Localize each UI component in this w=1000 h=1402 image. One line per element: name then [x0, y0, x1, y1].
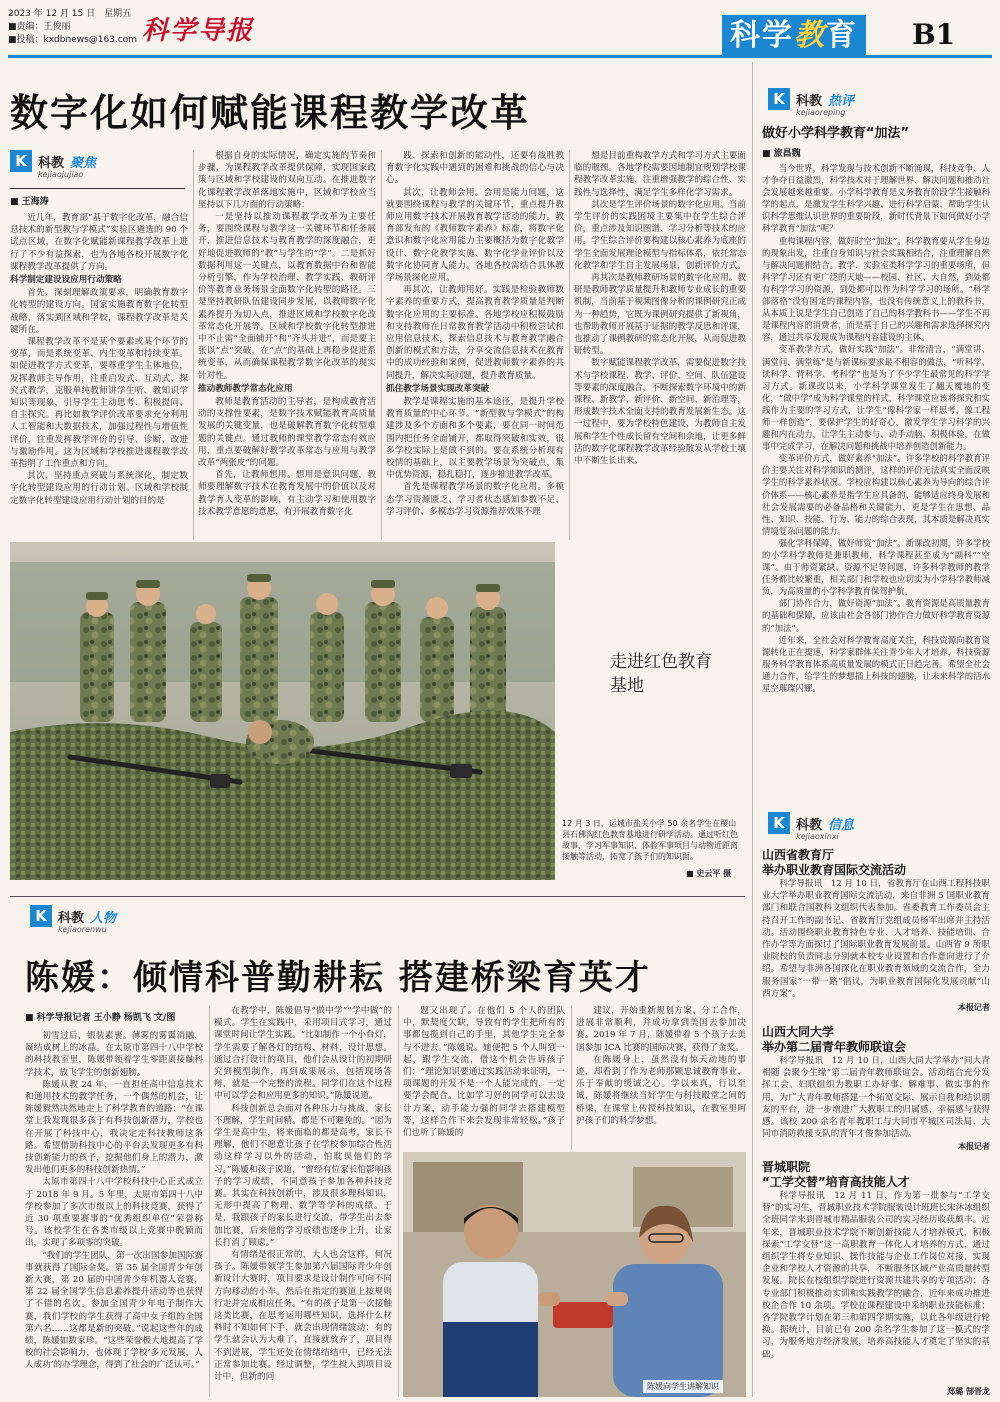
column-divider — [569, 150, 570, 540]
paragraph: 教师是教育活动的主导者，是构成教育活动的支撑性要素，是数字技术赋能教育高质量发展的关键变量，也是破解教育数字化转型难题的关键点。通过教师的课堂教学常态有效应用，重点要破解好教学改革常态与应用与教学改革“两张皮”的问题。 — [198, 397, 376, 469]
column-tag-reping — [768, 88, 968, 117]
paragraph: 太原市第四十八中学校科技中心正式成立于 2018 年 9 月。5 年里，太原市第四十八中学校参加了多次市级以上的科技竞赛，获得了近 30 项重要赛事的“优秀组织单位”荣誉称号。该校学生在各类市级以上竞赛中脱颖而出，实现了多项零的突破。 — [25, 1177, 203, 1249]
photo-caption: 12 月 3 日，运城市盐关小学 50 余名学生在稷山县石佛沟红色教育基地进行研学活动。通过听红色故事、学习军事知识、体验军事项目与动物近距离接触等活动，拓宽了孩子们的知识面。 — [562, 819, 738, 861]
submission-email: ■投稿：kxdbnews@163.com — [8, 35, 138, 45]
column-tag-xinxi — [768, 812, 968, 841]
subheading: 推动教师教学常态化应用 — [198, 383, 293, 394]
paragraph: 部门协作合力，做好资源“加法”。教育资源是高质量教育的基础和保障，应该由社会各部门协作合力做好科学教育资源的“加法”。 — [762, 598, 990, 633]
subheading: 科学制定建设设应用行动策略 — [10, 275, 122, 286]
header-rule — [8, 55, 992, 58]
section-suffix: 育 — [826, 18, 858, 53]
sidebar-body — [762, 162, 990, 830]
paragraph: 在教学中，陈媛倡导“做中学”“学中做”的模式。学生在实践中，采用项目式学习，通过课堂时间让学生实践。“比如制作一个小台灯，学生需要了解各灯的结构、材料，设计思想。通过合打设计的项目，他们会从设计的初期研究到模型制作，再到成果展示，包括现场答辩，就是一个完整的流程。同学们在这个过程中可以学会和应用更多的知识。”陈媛说道。 — [214, 1006, 392, 1102]
news-author: 本报记者 — [958, 1003, 990, 1012]
section-divider — [10, 896, 745, 897]
tag-main: 科教 — [58, 910, 85, 926]
k-logo-icon: K — [30, 905, 52, 927]
paragraph: 近年来，全社会对科学教育高度关注，科技资源向教育资源转化正在提速，科学家群体关注青少年人才培养，科技资源服务科学教育体系高质量发展的模式正日趋完善。希望全社会通力合作，给学生的梦想插上科技的翅膀，让未来科学的活水星空璀璨闪耀。 — [762, 634, 990, 694]
tag-accent: 信息 — [828, 817, 855, 833]
photo-label: 走进红色教育基地 — [610, 652, 712, 696]
paragraph: 根据自身的实际情况，确定实施的节奏和步骤，为课程教学改革提供保障，实现国家政策与区域和学校建设的双向互动。在推进数字化课程教学改革落地实施中，区域和学校应当坚持以下几方面的行动策略： — [198, 151, 376, 210]
column-divider — [209, 1005, 210, 1397]
paragraph: 科技创新总会面对各种压力与挑战，家长不理解，学生时间精。都是不可避免的。“因为学生是高中生，将来面临的都是高考，家长不理解，他们不愿意让孩子在学校参加综合性活动这样学习以外的活动，怕耽误他们的学习。”陈媛和孩子说道，“曾经有位家长怕影响孩子的学习成绩，不同意孩子参加各种科技竞赛。其实在科技创新中，涉及很多理科知识，无形中提高了物理、数学等学科的成绩。于是，我跟孩子的家长进行交流，带学生出去参加比赛，后来他的学习成绩也逐步上升，让家长打消了顾虑。” — [214, 1103, 392, 1248]
section-banner — [722, 15, 866, 57]
tag-main: 科教 — [796, 817, 823, 833]
photo-illustration — [10, 542, 555, 880]
paragraph: 题又出现了。在他们 5 个人的团队中，默契度欠缺，导致有的学生把所有的事都包揽到自己的手里，其他学生完全参与不进去。”陈媛说。她便把 5 个人叫到一起，跟学生交流，借这个机会告诉孩子们：“理论知识要通过实践活动来证明，一项课题的开发不是一个人能完成的，一定要学会配合。比如学习好的同学可以去设计方案，动手能力强的同学去搭建模型等，这样合作下来会发现非常轻松。”孩子们也听了陈媛的 — [403, 1006, 565, 1139]
article2-headline: 陈媛：倾情科普勤耕耘 搭建桥梁育英才 — [25, 958, 651, 998]
article-column-3 — [386, 150, 564, 540]
paragraph: 数字赋能课程教学改革，需要促进数字技术与学校课程、教学、评价、空间、队伍建设等要素的深度融合，不断探索数字环境中的新课程、新教学、新评价、新空间、新治理等，形成数字技术全面支持的教育发展新生态。这一过程中，要为学校特色建设、为教师自主发展和学生个性成长留有空间和余地，让更多鲜活的数字化课程教学改革经验散发从学校土壤中不断生长出来。 — [574, 358, 746, 467]
paragraph: 再其次是教师教研场景的数字化应用。教研是教师教学质量提升和教师专业成长的重要机制，当前基于视频图像分析的课例研究正成为一种趋势，它既为课例研究提供了新视角，也帮助教师开展基于证据的教学反思和评课，也推动了课例教研的常态化开展，从而促进教研转型。 — [574, 273, 746, 357]
sidebar-author: ■ 旅昌魏 — [762, 149, 801, 159]
photo-credit: ■ 史云平 摄 — [686, 869, 732, 878]
news-body: 科学导报讯 12 月 10 日，省教育厅在山西工程科技职业大学举办职业教育国际交流活动，来自非洲 5 国职业教育部门和联合国教科文组织代表参加。省委教育工作委员会主持召开工作的副书记、省教育厅党组成员杨军出席并主持活动。活动围绕职业教育特色专业、人才培养、技能培训、合作办学等方面探讨了国际职业教育发展前景。山西省 9 所职业院校的负责同志分别就本校专业设置和合作意向进行了介绍。希望与非洲各国深化在职业教育领域的交流合作，全力服务国家“一带一路”倡议，为职业教育国际化发展贡献“山西方案”。 — [762, 879, 990, 999]
tag-pinyin: kejiaojujiao — [38, 170, 84, 179]
tag-accent: 人物 — [90, 910, 117, 926]
news-author: 本报记者 — [958, 1142, 990, 1151]
news-title: 举办第二届青年教师联谊会 — [762, 1040, 907, 1054]
news-body: 科学导报讯 12 月 10 日，山西大同大学举办“同大青相随 会聚今生缘”第二届青年教师联谊会。活动结合充分发挥工会、妇联组织为教职工办好事、解难事、做实事的作用，为广大青年教师搭建一个拓宽交际、展示自我和结识朋友的平台，进一步增进广大教职工的归属感、幸福感与获得感。该校 200 余名青年教职工与大同市平城区司法局、大同市消防救援支队的青年才俊参加活动。 — [762, 1056, 990, 1140]
section-highlight: 教 — [794, 18, 826, 53]
paragraph: 在陈媛身上，虽然没有惊天动地的事迹，却看到了作为老师那颗忠诚教育事业、乐于奉献的缓诚之心。学以来真，行以至诚，陈媛将继续当好学生与科技殿堂之间的桥梁，在课堂上传授科技知识，在教室里呵护孩子们的科学梦想。 — [576, 1054, 746, 1126]
subheading: 抓住教学场景实现改革突破 — [386, 383, 490, 394]
article2-column-2 — [214, 1005, 392, 1397]
article2-column-3 — [403, 1005, 565, 1150]
paragraph: 一是坚持以推动课程教学改革为主要任务，要围绕课程与教学这一关键环节和任务展开，推进信息技术与教育教学的深度融合，更好地促进教师的“教”与学生的“学”。二是抓好数据利用这一关键点，以教育数据中台和智能分析引擎，作为学校治理、教学实践、教研评价等教育业务场景全面数字化转型的路径。三是坚持教研队伍建设同步发展，以教师数字化素养提升为切入点，推进区域和学校数字化改革常态化开展等。区域和学校数字化转型推进中不止需“全面铺开”和“齐头并进”，而是要主张以“点”突破，在“点”的基础上再稳步促进系统变革，从而确保课程教学数字化改革的现实针对性。 — [198, 212, 376, 381]
article-column-2 — [198, 150, 376, 540]
news-kicker: 晋城职院 — [762, 1160, 811, 1174]
news-item-3 — [762, 1160, 990, 1397]
paragraph: 陈媛从教 24 年，一直担任高中信息技术和通用技术的教学任务，一个偶然的机会，让陈媛毅然决然地走上了科学教育的道路：“在课堂上我发现很多孩子有科技创新潜力，学校也在开展了科技中心，我决定走科技教师这条路。希望借助科技中心的平台去发现更多有科技创新能力的孩子，挖掘他们身上的潜力，激发出他们更多的科技创新热情。” — [25, 1079, 203, 1176]
paragraph: 再其次，让教师用好。实践是检验教师数字素养的重要方式，提高教育教学质量是判断数字化应用的主要标准。各地学校应积极鼓励和支持教师在日常教育教学活动中积极尝试和应用信息技术，探索信息技术与教育教学融合创新的模式和方法，分享交流信息技术在教育中的成功经验和案例，促进教师数字素养的共同提升，解决实际问题，提升教育质量。 — [386, 285, 564, 381]
paragraph: 当今世界，科学发现与技术创新不断涌现，科技竞争、人才争夺日益激烈，科学技术对于理解世界、解决问题和推动社会发展越来越重要。小学科学教育是义务教育阶段学生接触科学的起点，是激发学生科学兴趣、进行科学启蒙、帮助学生认识科学思维认识世界的重要阶段，新时代背景下如何做好小学科学教育“加法”呢？ — [762, 163, 990, 234]
article-column-1 — [10, 212, 188, 542]
news-body: 科学导报讯 12 月 11 日，作为第一批参与“工学交替”的实习生，晋城职业技术学院服装设计班班长宋沐冰组织全班同学来到晋城市精品服装公司的实习经历收获颇丰。近年来，晋城职业技术学院不断创新技能人才培养模式，积极探索“工学交替”这一高职教育一体化人才培养的方式，通过组织学生将专业知识、操作技能与企业工作岗位对接，实现企业和学校人才资源的共享，不断服务区域产业高质量转型发展。院长在校组织学院进行资源共建共享的专项活动；各专业部门积极推动实训和实践教学的融合，近年来成功推进校企合作 10 余项。学校在课程建设中采纳职业技能标准；各学院教学计划在第三和第四学期实施，以此各年级进行轮换。据统计，目前已有 200 余名学生参加了这一模式的学习，为服务地方经济发展，培养高技能人才奠定了坚实的基础。 — [762, 1191, 990, 1360]
column-divider — [381, 150, 382, 540]
paragraph: 想是目前重构教学方式和学习方式主要面临的瓶颈。各地学校需要因地制宜规划学校课程教学改革实施，注重增强教学的综合性、实践性与选择性，满足学生多样化学习需求。 — [574, 151, 746, 198]
article-column-4 — [574, 150, 746, 540]
editor-credit: ■责编：王俊丽 — [8, 22, 71, 32]
column-tag-jujiao — [10, 150, 180, 179]
k-logo-icon: K — [768, 812, 790, 834]
tag-accent: 热评 — [828, 93, 855, 109]
paragraph: 教学是课程实施的基本途径，是提升学校教育质量的中心环节。“新型教与学模式”的构建涉及多个方面和多个要素，要在同一时间范围内把任务全面铺开，都取得突破和实效，很多学校实际上是做不到的。要在系统分析现有校情的基础上，以主要教学场景为突破点，集中优势资源，稳扎稳打，逐步推进教学改革。 — [386, 397, 564, 481]
paragraph: 有情绪是很正常的，大人也会这样，何况孩子。陈媛带领学生参加第六届国际青少年创新设计大赛时，项目要求是设计制作可向不同方向移动的小车。然后在指定的赛道上按规则行走并完成相应任务。“有的孩子是第一次接触这类比赛，在思考运用哪些知识，选择什么材料时不知如何下手，就会出现情绪波动；有的学生就会认为大难了，直接就放弃了，项目得不到进展，学生还处在情绪结结中，已经无法正常参加比赛。经过调整，学生投入到项目设计中，但新的问 — [214, 1250, 392, 1383]
tag-main: 科教 — [796, 93, 823, 109]
paragraph: 变革评价方式，做好素养“加法”。许多学校的科学教育评价主要关注对科学知识的测评，这样的评价无法真实全面反映学生的科学素养状况。学校应构建以核心素养为导向的综合评价体系——核心素养是指学生应具备的、能够适应终身发展和社会发展需要的必备品格和关键能力，更是学生在思想、品性、知识、技能、行为、能力的综合表现，其本质是解决真实情境复杂问题的能力。 — [762, 453, 990, 536]
paragraph: 首先是课程教学场景的数字化应用。多模态学习资源匮乏、学习者状态感知参数不足、学习评价、多模态学习资源推荐效果不理 — [386, 482, 564, 517]
news-author: 郑璐 郜晋龙 — [947, 1387, 990, 1396]
column-tag-renwu — [30, 905, 230, 934]
tag-main: 科教 — [38, 155, 65, 171]
paragraph: 强化学科保障，做好师资“加法”。新课改初期，许多学校的小学科学教师是兼职教师，科学课程甚至成为“副科”“空课”。由于师资紧缺、资源不足等问题，许多科学教师的教学任务都比较繁重，相关部门和学校也应切实为小学科学教师减负，为高质量的小学科学教育保驾护航。 — [762, 537, 990, 597]
paragraph: 首先，让教师想用。想用是意识问题，教师要理解数字技术在教育发展中的价值以及对教学育人变革的影响，有主动学习和使用数字技术教学意愿的意愿，有开展教育数字化 — [198, 470, 376, 517]
paragraph: “我们的学生团队，第一次出国参加国际赛事就获得了国际金奖。第 35 届全国青少年创新大赛，第 20 届的中国青少年机器人竞赛，第 22 届全国学生信息素养提升活动等也获得了不错的名次。参加全国青少年电子制作大赛，我们学校的学生获得了高中女子组的全国第六名……这都是新的突破。”说起这些年的成绩，陈媛如数家珍。“这些荣誉极大地提高了学校的社会影响力，也体现了学校‘多元发展，人人成功’的办学理念，得到了社会的广泛认可。” — [25, 1250, 203, 1371]
main-headline: 数字化如何赋能课程教学改革 — [10, 91, 531, 135]
k-logo-icon: K — [768, 88, 790, 110]
paragraph: 首先，深刻理解政策要求，明确教育数字化转型的建设方向。国家实施教育数字化转型战略，落实到区域和学校，课程教学改革是关键所在。 — [10, 288, 188, 335]
paragraph: 变革教学方式，做好实践“加法”。非常清言，“满堂讲、满堂问、满堂练”是与新课标要求最不相容的做法，“听科学、读科学、背科学、考科学”也是为了不少学生最常见的科学学习方式。新课改以来，小学科学课堂发生了翻天覆地的变化，“做中学”成为科学课堂的样式，科学课堂应该将探究和实践作为主要的学习方式，让学生“像科学家一样思考，像工程师一样创造”，要保护学生的好奇心，激发学生学习科学的兴趣和内在动力，让学生主动参与、动手动脑、积极体验，在做事中完成学习，在解决问题和挑战中培养创造创新能力。 — [762, 344, 990, 452]
sidebar-title: 做好小学科学教育“加法” — [762, 126, 910, 141]
photo-illustration — [403, 1152, 746, 1397]
teacher-student-photo — [403, 1152, 746, 1397]
news-title: 举办职业教育国际交流活动 — [762, 863, 907, 877]
red-education-photo — [10, 542, 555, 880]
paragraph: 近几年，教育部“基于数字化改革，融合信息技术的新型教与学模式”实验区遴选的 90 个试点区域，在数字化赋能新课程教学改革上进行了不少有益探索，也为各地各校开展数字化课程教学改革提供了方向。 — [10, 213, 188, 272]
newspaper-masthead: 科学导报 — [142, 16, 255, 46]
tag-accent: 聚焦 — [70, 155, 97, 171]
paragraph: 其次，坚持重点突破与系统深化，制定数字化转型建设应用的行动计划。区域和学校制定数字化转型建设应用行动计划的目的是 — [10, 471, 188, 506]
column-divider — [398, 1005, 399, 1397]
news-kicker: 山西大同大学 — [762, 1025, 835, 1039]
divider — [10, 188, 185, 189]
news-title: “工学交替”培育高技能人才 — [762, 1175, 910, 1189]
section-prefix: 科学 — [730, 18, 794, 53]
column-divider — [193, 150, 194, 540]
tag-pinyin: kejiaoxinxi — [796, 832, 839, 841]
news-item-2 — [762, 1025, 990, 1152]
news-item-1 — [762, 848, 990, 1013]
news-kicker: 山西省教育厅 — [762, 848, 835, 862]
tag-pinyin: kejiaorenwu — [58, 925, 107, 934]
paragraph: 初雪过后，银装素裹。薄雾的雾霭消融，凝结成树上的冰晶。在太原市第四十八中学校的科技教室里，陈媛带领着学生零距离接触科学技术，放飞学生的创新翅膀。 — [25, 1031, 203, 1078]
article2-column-4 — [576, 1005, 746, 1150]
paragraph: 践、探索和创新的能动性，还要有战胜教育数字化实践中遇到的困难和挑战的信心与决心。 — [386, 151, 564, 186]
k-logo-icon: K — [10, 150, 32, 172]
paragraph: 其次是学生评价场景的数字化应用。当前学生评价的实践困境主要集中在学生综合评价，重点涉及知识图谱、学习分析等技术的应用。学生综合评价要构建以核心素养为底座的学生全面发展理论模型与指标体系，依托常态化教学和学生自主发展场景，创新评价方式。 — [574, 199, 746, 271]
article2-author: ■ 科学导报记者 王小静 杨凯飞 文/图 — [25, 1013, 176, 1023]
sidebar-divider — [752, 62, 753, 1397]
issue-date: 2023 年 12 月 15 日 星期五 — [8, 9, 132, 19]
article-author: ■ 王海涛 — [10, 197, 49, 207]
paragraph: 课程教学改革不是某个要素或某个环节的变革，而是系统变革、内生变革和持续变革。如促进教学方式变革，要尊重学生主体地位，发挥教师主导作用，注重启发式、互动式、探究式教学，克服单纯教师讲学生听、教知识学知识等现象，引导学生主动思考、积极提问、自主探究。再比如教学评价改革要求充分利用人工智能和大数据技术，加强过程性与增值性评价，注重发挥教学评价的引导、诊断、改进与激励作用。这为区域和学校推进课程教学改革指明了工作重点和方向。 — [10, 337, 188, 470]
paragraph: 其次，让教师会用。会用是能力问题，这就要围绕课程与教学的关键环节，重点提升教师应用数字技术开展教育教学活动的能力。教育部发布的《教师数字素养》标准，将数字化意识和数字化应用能力主要概括为数字化教学设计、数字化教学实施、数字化学业评价以及数字化协同育人能力。各地各校需结合具体教学场景深化应用。 — [386, 187, 564, 284]
page-code: B1 — [912, 18, 956, 51]
paragraph: 重构课程内容，做好时空“加法”。科学教育要从学生身边的现象出发，注重自身知识与社会实践相结合，注重理解自然与解决问题相结合。教学、实验室类科学学习的重要场所，但科学学习还有更广泛的天地——校园、社区、大自然，到处都有科学学习的资源，到处都可以作为科学学习的场所。“科学部落格”没有固定的课程内容，也没有传统意义上的教科书，从本质上说是学生自己创造了自己的科学教科书——学生不再是课程内容的消费者，而是基于自己的兴趣和需求选择探究内容，通过共享发现成为课程内容建设的主体。 — [762, 235, 990, 343]
article2-column-1 — [25, 1030, 203, 1395]
photo-caption: 陈媛向学生讲解知识 — [643, 1380, 723, 1393]
column-divider — [571, 1005, 572, 1150]
paragraph: 建议，开始重新规划方案、分工合作，进展非常顺利，并成功拿到美国去参加决赛。2019 年 7 月，陈媛带着 5 个孩子去美国参加 ICA 比赛的国际决赛，获得了金奖。 — [576, 1006, 746, 1053]
tag-pinyin: kejiaoreping — [796, 108, 846, 117]
